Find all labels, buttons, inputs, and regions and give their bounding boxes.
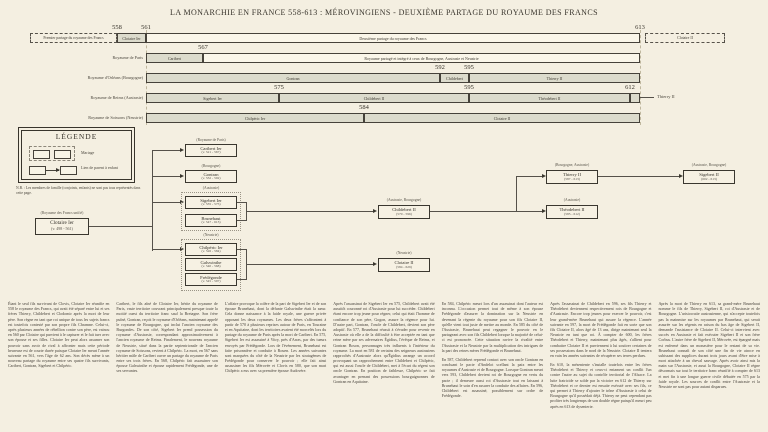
person-name: Thierry II (563, 172, 581, 178)
connector-line (246, 211, 374, 212)
person-dates: (570 - 596) (396, 211, 412, 216)
connector-line (516, 176, 517, 212)
article-paragraph: En 587, Childebert reprend contact avec son oncle Gontran en concluant le pacte d'Andelot scellant la paix entre les royaumes d'Austrasie et de Bourgogne. Lorsque Gontran meurt vers 593, Childebert devient roi de Bourgogne en vertu du pacte ; il demeure aussi roi d'Austrasie tout en laissant à Brunehaut le soin d'en assurer la conduite des affaires. En 596, Childebert est assassiné, possiblement sur ordre de Frédégonde. (441, 356, 544, 399)
bar-clotaire-2-suite: Clotaire II (645, 33, 725, 43)
article-paragraph: En 610, la mésentente s'installe toutefois entre les frères Théodebert et Thierry et ceux-ci entament un conflit l'un contre l'autre au sujet du contrôle territorial de l'Alsace. La lutte fratricide se solde par la victoire en 612 de Thierry sur Théodebert et ce dernier est ensuite exécuté avec ses fils, ce qui permet à Thierry d'ajouter le trône d'Austrasie à celui de Bourgogne qu'il possédait déjà. Thierry ne peut cependant pas profiter très longtemps de son double règne puisqu'il meurt peu après en 613 de dysenterie. (550, 362, 652, 409)
bar-thierry-2-bourgogne: Thierry II (469, 73, 640, 83)
region-label-austrasie-bourgogne-2: (Austrasie, Bourgogne) (691, 163, 727, 167)
connector-line (598, 176, 681, 177)
arrow-icon (180, 148, 184, 152)
person-name: Théodebert II (559, 207, 585, 213)
year-mark-613: 613 (635, 24, 645, 31)
year-mark-584: 584 (359, 104, 369, 111)
person-box-clotaire-2 (378, 258, 430, 272)
legend-child-box (60, 166, 77, 175)
region-label-bourgogne: (Bourgogne) (201, 164, 221, 168)
legend-marriage-sample (29, 146, 75, 161)
region-label-francs-unifie: (Royaume des Francs unifié) (40, 211, 84, 215)
region-label-paris: (Royaume de Paris) (196, 138, 226, 142)
person-name: Chilpéric Ier (199, 244, 223, 250)
person-dates: (585 - 612) (564, 211, 580, 216)
person-dates: (v. 535 - 575) (201, 202, 221, 207)
arrow-icon (373, 262, 377, 266)
article-columns (8, 301, 760, 413)
legend-marriage-box-2 (54, 150, 71, 159)
person-box-theodebert-2 (546, 205, 598, 219)
article-column-5 (442, 301, 543, 413)
article-column-4 (333, 301, 434, 413)
person-name: Galswinthe (200, 259, 222, 265)
person-box-clotaire-1er (35, 218, 89, 235)
bar-childebert-bourgogne: Childebert (440, 73, 469, 83)
person-box-galswinthe (185, 258, 237, 271)
thierry-2-pointer-label: Thierry II (657, 94, 675, 99)
article-paragraph: Étant le seul fils survivant de Clovis, Clotaire Ier réunifie en 558 le royaume des Francs, qui avait été séparé entre lui et ses frères Thierry, Childebert et Clodomir après la mort de leur père. Son règne en tant que roi unique de tous les sujets francs est toutefois contesté par son propre fils Chramne. Celui-ci, après plusieurs années de rébellion contre son père, est vaincu en 560 par Clotaire qui parvient à le capturer et le fait tuer avec son épouse et ses filles. Clotaire Ier peut alors assumer son pouvoir sans avoir de rival à affronter mais cette période heureuse est de courte durée puisque Clotaire Ier meurt l'année suivante en 561, vers l'âge de 62 ans. Son décès mène à un nouveau partage du royaume entre ses quatre fils survivants, Caribert, Gontran, Sigebert et Chilpéric. (8, 301, 110, 369)
person-name: Caribert Ier (200, 145, 222, 151)
article-paragraph: Après l'assassinat de Childebert en 596, ses fils Thierry et Théodebert deviennent respectivement rois de Bourgogne et d'Austrasie. Encore trop jeunes pour exercer le pouvoir, c'est leur grand-mère Brunehaut qui assure la régence. L'année suivante en 597, la mort de Frédégonde fait en sorte que son fils Clotaire II, alors âgé de 13 ans, dirige maintenant seul la Neustrie en tant que roi. À compter de 600, les frères Théodebert et Thierry, maintenant plus âgés, s'allient pour combattre Clotaire II et parviennent à lui soutirer certaines de ses possessions dans le nord de la Neustrie. Clotaire II tentera en vain les années suivantes de récupérer ses terres perdues. (550, 301, 652, 358)
person-box-childebert-2 (378, 205, 430, 219)
bar-chilperic-1er: Chilpéric Ier (146, 113, 364, 123)
article-column-1 (8, 301, 109, 413)
person-dates: (v. 547 - 613) (201, 220, 221, 225)
connector-line (516, 176, 543, 177)
connector-line (152, 249, 181, 250)
person-name: Childebert II (392, 207, 416, 213)
person-box-chilperic-1er (185, 243, 237, 256)
person-box-gontran (185, 170, 237, 183)
person-dates: (v. 498 - 561) (51, 226, 73, 232)
person-dates: (584 - 629) (396, 264, 412, 269)
person-box-thierry-2 (546, 170, 598, 184)
legend-box (18, 127, 135, 183)
year-mark-558: 558 (112, 24, 122, 31)
person-dates: (v. 545 - 597) (201, 279, 221, 284)
person-box-sigebert-2 (683, 170, 735, 184)
connector-line (152, 202, 181, 203)
year-mark-612: 612 (625, 84, 635, 91)
year-mark-592: 592 (435, 64, 445, 71)
article-paragraph: Caribert, le fils aîné de Clotaire Ier, hérite du royaume de Paris, vaste territoire couvrant principalement presque toute la moitié ouest du territoire franc sauf la Bretagne. Son frère puîné, Gontran, reçoit le royaume d'Orléans, maintenant appelé le royaume de Bourgogne, qui inclut l'ancien royaume des Burgondes. De son côté, Sigebert Ier prend possession du royaume d'Austrasie, correspondant approximativement à l'ancien royaume de Reims. Finalement, le nouveau royaume de Neustrie, situé dans la partie septentrionale de l'ancien royaume de Soissons, revient à Chilpéric. La mort, en 567 sans héritier mâle de Caribert ouvre un partage du royaume de Paris entre ses trois frères. En 568, Chilpéric fait assassiner son épouse Galswinthe et épouse rapidement Frédégonde, une de ses servantes. (116, 301, 218, 374)
connector-line (246, 264, 374, 265)
legend-marriage-box-1 (33, 150, 50, 159)
region-label-austrasie-2: (Austrasie) (563, 198, 581, 202)
bar-paris-partage: Royaume partagé et intégré à ceux de Bourgogne, Austrasie et Neustrie (203, 53, 640, 63)
row-label-reims: Royaume de Reims (Austrasie) (90, 95, 143, 100)
article-column-7 (659, 301, 760, 413)
article-column-6 (550, 301, 651, 413)
year-mark-595b: 595 (464, 84, 474, 91)
arrow-icon (180, 174, 184, 178)
year-mark-575: 575 (274, 84, 284, 91)
connector-line (516, 211, 543, 212)
person-dates: (v. 532 - 592) (201, 176, 221, 181)
legend-title: LÉGENDE (55, 132, 98, 141)
person-name: Brunehaut (201, 215, 221, 221)
thierry-2-pointer-line (640, 97, 654, 98)
connector-line (152, 150, 181, 151)
bar-gontran: Gontran (146, 73, 440, 83)
bar-clotaire-1er: Clotaire Ier (117, 33, 146, 43)
article-paragraph: L'affaire provoque la colère de la part de Sigebert Ier et de son épouse Brunehaut, dont la défunte Galswinthe était la sœur. Cela donne naissance à la faide royale, une guerre privée opposant les deux royaumes. Les deux frères s'affrontent à partir de 570 à plusieurs reprises autour de Paris, en Touraine et en Aquitaine, dont les territoires avaient été morcelés lors du partage du royaume de Paris après la mort de Caribert. En 575, Sigebert Ier est assassiné à Vitry, près d'Arras, par des tueurs envoyés par Frédégonde. Lors de l'événement, Brunehaut est faite prisonnière et conduite à Rouen. Les années suivantes sont marquées du côté de la Neustrie par les stratagèmes de Frédégonde pour conserver le pouvoir ; elle fait ainsi assassiner les fils Mérovée et Clovis en 580, que son mari Chilpéric a eus avec sa première épouse Audovère. (224, 301, 327, 374)
bar-sigebert-1er: Sigebert Ier (146, 93, 279, 103)
connector-line (89, 226, 152, 227)
person-name: Clotaire Ier (50, 220, 74, 227)
region-label-neustrie-2: (Neustrie) (396, 251, 412, 255)
row-label-paris: Royaume de Paris (112, 55, 143, 60)
arrow-icon (373, 209, 377, 213)
person-name: Sigebert II (699, 172, 719, 178)
person-box-sigebert-1er (185, 196, 237, 209)
article-column-3 (225, 301, 326, 413)
legend-parent-box (29, 166, 46, 175)
person-dates: (587 - 613) (564, 176, 580, 181)
legend-parent-child-label: Lien de parent à enfant (81, 165, 118, 170)
bar-thierry-2-austrasie (630, 93, 640, 103)
article-paragraph: Après la mort de Thierry en 613, sa grand-mère Brunehaut nomme le fils de Thierry, Sigebert II, roi d'Austrasie et de Bourgogne. L'aristocratie austrasienne, qui n'accepte toutefois pas la mainmise sur les royaumes par Brunehaut, qui serait assurée sur les régents en raison du bas âge de Sigebert II, demande l'assistance de Clotaire II. Celui-ci intervient avec succès en Austrasie et fait exécuter Sigebert II et son frère Corbus. L'autre frère de Sigebert II, Mérovée, est épargné mais est enfermé dans un monastère pour le restant de sa vie. Brunehaut connaît de son côté une fin de vie atroce en subissant des supplices durant trois jours avant d'être mise à mort attachée à un cheval sauvage. Après avoir ainsi mis la main sur l'Austrasie, et aussi la Bourgogne, Clotaire II règne désormais sur tout le territoire franc réunifié à compter de 613 et met fin à une longue guerre civile débutée en 575 par la faide royale. Les sources de conflit entre l'Austrasie et la Neustrie ne sont pas pour autant disparues. (658, 301, 760, 389)
person-dates: (602 - 613) (701, 176, 717, 181)
person-dates: (v. 521 - 567) (201, 150, 221, 155)
bar-premier-partage: Premier partage du royaume des Francs (30, 33, 117, 43)
region-label-neustrie: (Neustrie) (203, 233, 219, 237)
region-label-austrasie: (Austrasie) (202, 186, 220, 190)
bar-clotaire-2: Clotaire II (364, 113, 640, 123)
year-mark-567: 567 (198, 44, 208, 51)
year-mark-595: 595 (464, 64, 474, 71)
person-box-brunehaut (185, 214, 237, 227)
gridline-613 (640, 30, 641, 125)
bar-theodebert-2: Théodebert II (469, 93, 630, 103)
person-box-fredegonde (185, 273, 237, 286)
bar-caribert: Caribert (146, 53, 203, 63)
bar-deuxieme-partage: Deuxième partage du royaume des Francs (146, 33, 640, 43)
person-box-caribert (185, 144, 237, 157)
person-name: Sigebert Ier (200, 197, 222, 203)
connector-line (152, 176, 181, 177)
person-name: Clotaire II (394, 260, 414, 266)
person-dates: (v. 526 - 584) (201, 249, 221, 254)
person-dates: (v. 540 - 568) (201, 264, 221, 269)
row-label-orleans: Royaume d'Orléans (Bourgogne) (87, 75, 143, 80)
page-title: LA MONARCHIE EN FRANCE 558-613 : MÉROVINGIENS - DEUXIÈME PARTAGE DU ROYAUME DES FRANCS (170, 8, 598, 17)
article-paragraph: Après l'assassinat de Sigebert Ier en 575, Childebert avait été aussitôt couronné roi d'Austrasie pour lui succéder. Childebert étant encore trop jeune pour régner, celui qui était l'homme de confiance de son père, Gogon, assure la régence pour lui. D'autre part, Gontran, l'oncle de Childebert, devient son père adoptif. En 577, Brunehaut réussit à s'évader pour revenir en Austrasie où elle a de la difficulté à être acceptée en tant que reine mère par ses adversaires Égidius, l'évêque de Reims, et Gontran Boson, personnages très influents à l'intérieur du royaume. La mort en 581 de certains des seigneurs austrasiens rapprochés d'Austrasie alors qu'Égidius arrange un accord provoquant un rapprochement entre Childebert et Chilpéric, qui est aussi l'oncle de Childebert, met à l'écart du régent son oncle Gontran. En position de faiblesse, Chilpéric se fait avantager en prenant des possessions bourguignonnes de Gontran en Aquitaine. (333, 301, 435, 384)
year-mark-561: 561 (141, 24, 151, 31)
region-label-bourgogne-austrasie: (Bourgogne, Austrasie) (554, 163, 590, 167)
legend-marriage-label: Mariage (81, 150, 95, 155)
row-label-soissons: Royaume de Soissons (Neustrie) (88, 115, 143, 120)
article-column-2 (116, 301, 217, 413)
article-paragraph: En 584, Chilpéric meurt lors d'un assassinat dont l'auteur est inconnu. L'occasion permet tout de même à son épouse Frédégonde d'assurer la domination sur la Neustrie en devenant la régente du royaume pour son fils Clotaire II, qu'elle vient tout juste de mettre au monde. En 585 du côté de l'Austrasie, Brunehaut peut regagner le pouvoir en le partageant avec son fils Childebert lorsque la majorité de celui-ci est prononcée. Cette situation ravive la rivalité entre l'Austrasie et la Neustrie par la multiplication des intrigues de la part des reines mères Frédégonde et Brunehaut. (441, 301, 544, 353)
region-label-austrasie-bourgogne: (Austrasie, Bourgogne) (386, 198, 422, 202)
bar-childebert-2: Childebert II (279, 93, 469, 103)
legend-note: N.B. : Les membres de famille (conjoints, enfants) ne sont pas tous représentés dans cette page. (16, 186, 141, 195)
person-name: Gontran (203, 171, 219, 177)
connector-line (430, 211, 516, 212)
person-name: Frédégonde (200, 274, 222, 280)
connector-line (152, 151, 153, 251)
